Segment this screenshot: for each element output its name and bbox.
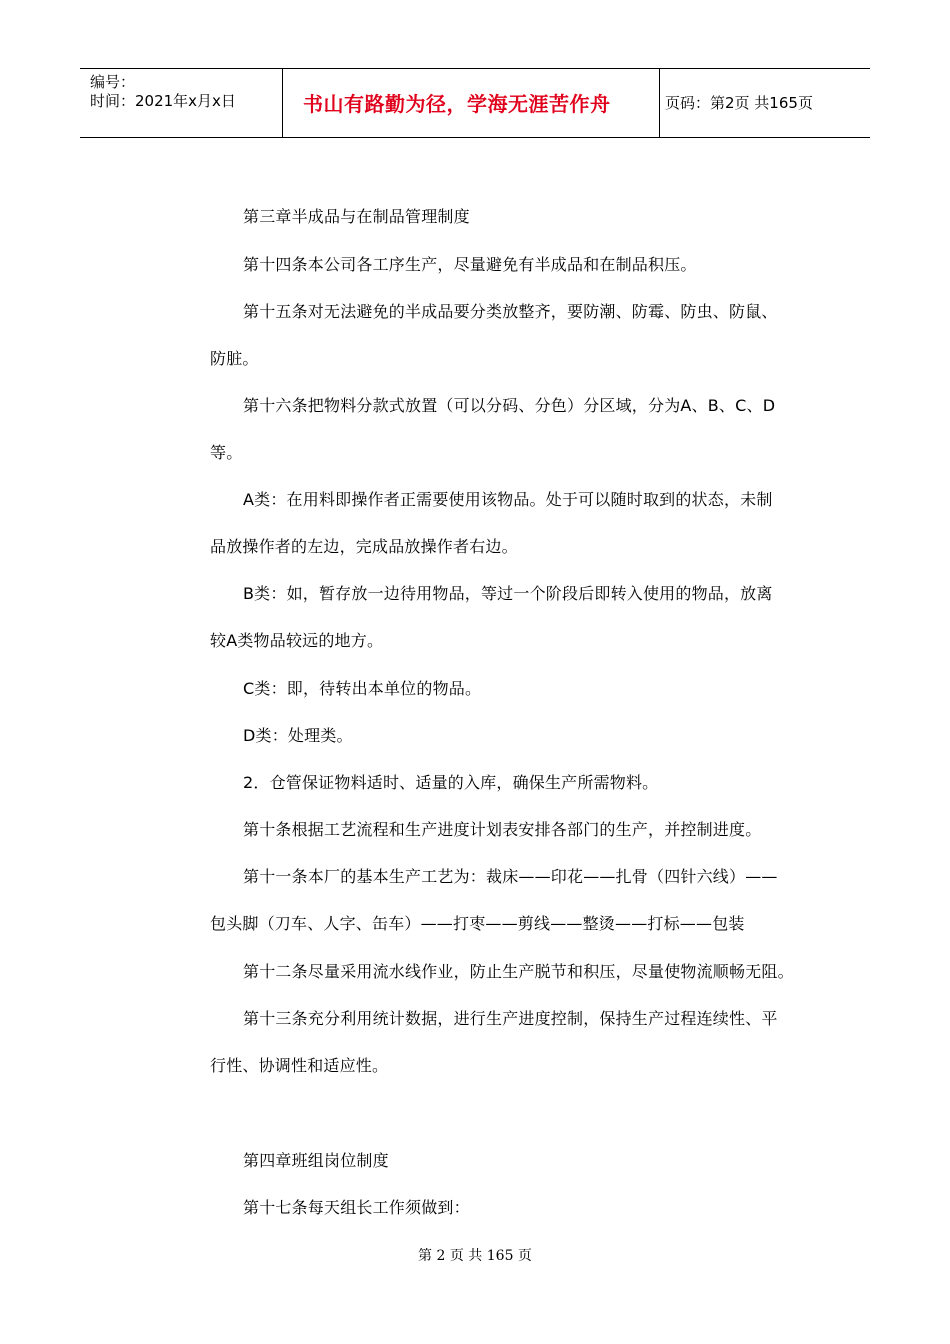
paragraph-line: A类：在用料即操作者正需要使用该物品。处于可以随时取到的状态，未制 — [243, 490, 773, 509]
paragraph-line: D类：处理类。 — [243, 726, 353, 745]
paragraph-line: C类：即，待转出本单位的物品。 — [243, 679, 482, 698]
header-motto-cell — [283, 69, 660, 137]
paragraph-line: 第十六条把物料分款式放置（可以分码、分色）分区域，分为A、B、C、D — [243, 396, 776, 415]
page-header — [80, 68, 870, 138]
chapter-heading: 第三章半成品与在制品管理制度 — [243, 207, 470, 226]
paragraph-line: 防脏。 — [210, 349, 259, 368]
paragraph-line: 第十二条尽量采用流水线作业，防止生产脱节和积压，尽量使物流顺畅无阻。 — [243, 962, 794, 981]
header-meta-cell — [80, 69, 283, 137]
serial-label: 编号： — [90, 73, 136, 91]
motto-text: 书山有路勤为径，学海无涯苦作舟 — [303, 92, 611, 116]
paragraph-line: 包头脚（刀车、人字、缶车）——打枣——剪线——整烫——打标——包装 — [210, 914, 745, 933]
paragraph-line: 第十四条本公司各工序生产，尽量避免有半成品和在制品积压。 — [243, 255, 697, 274]
paragraph-line: 品放操作者的左边，完成品放操作者右边。 — [210, 537, 518, 556]
header-page-cell — [660, 69, 870, 137]
paragraph-line: 第十五条对无法避免的半成品要分类放整齐，要防潮、防霉、防虫、防鼠、 — [243, 302, 778, 321]
page-info: 页码：第2页 共165页 — [665, 94, 813, 112]
time-label: 时间：2021年x月x日 — [90, 92, 236, 110]
paragraph-line: 第十三条充分利用统计数据，进行生产进度控制，保持生产过程连续性、平 — [243, 1009, 778, 1028]
chapter-heading: 第四章班组岗位制度 — [243, 1151, 389, 1170]
paragraph-line: B类：如，暂存放一边待用物品，等过一个阶段后即转入使用的物品，放离 — [243, 584, 773, 603]
paragraph-line: 第十一条本厂的基本生产工艺为：裁床——印花——扎骨（四针六线）—— — [243, 867, 778, 886]
paragraph-line: 较A类物品较远的地方。 — [210, 631, 384, 650]
page-footer: 第 2 页 共 165 页 — [418, 1248, 532, 1264]
paragraph-line: 等。 — [210, 443, 243, 462]
paragraph-line: 行性、协调性和适应性。 — [210, 1056, 389, 1075]
paragraph-line: 第十条根据工艺流程和生产进度计划表安排各部门的生产，并控制进度。 — [243, 820, 762, 839]
paragraph-line: 第十七条每天组长工作须做到： — [243, 1198, 470, 1217]
paragraph-line: 2．仓管保证物料适时、适量的入库，确保生产所需物料。 — [243, 773, 659, 792]
